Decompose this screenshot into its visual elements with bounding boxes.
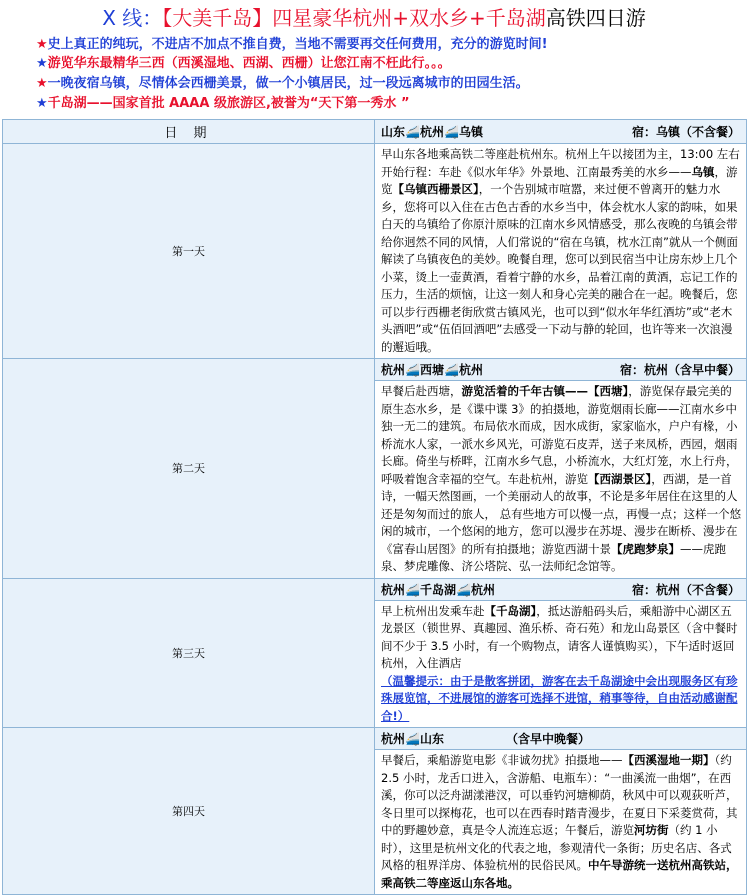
highlight-text: 千岛湖——国家首批 AAAA 级旅游区,被誉为“天下第一秀水 ” (47, 96, 410, 111)
description-text: 早餐后赴西塘， (381, 384, 462, 398)
highlight-3 (36, 75, 529, 93)
day-lodge: 宿：杭州（不含餐） (631, 582, 740, 597)
star-icon: ★ (36, 37, 48, 52)
description-text: ，西湖，是一首诗，一幅天然图画，一个美丽动人的故事，不论是多年居住在这里的人还是匆匆而过的旅人， 总有些地方可以慢一点，再慢一点；这样一个悠闲的城市，一个悠闲的地方，您可以漫步在苏堤、漫步在断桥、漫步在《富春山居图》的所有拍摄地；游览西湖十景 (381, 471, 742, 556)
table-row (3, 144, 747, 359)
notice-text: （温馨提示：由于是散客拼团，游客在去千岛湖途中会出现服务区有珍珠展览馆，不进展馆的游客可选择不进馆，稍事等待，自由活动感谢配合!） (381, 673, 738, 723)
highlight-text: 游览华东最精华三西（西溪湿地、西湖、西栅）让您江南不枉此行。。。 (47, 56, 451, 71)
day-route (375, 728, 747, 750)
title-suffix: 高铁四日游 (545, 6, 646, 30)
day-label: 第四天 (3, 728, 375, 895)
description-text: 早山东各地乘高铁二等座赴杭州东。杭州上午以接团为主，13:00 左右开始行程：车赴《似水年华》外景地、江南最秀美的水乡—— (381, 147, 740, 179)
description-text: （约 1 小时），这里是杭州文化的代表之地，参观清代一条街；历史名店、各式风格的租界洋房、体验杭州的民俗民风。 (381, 823, 732, 872)
page-title (0, 4, 748, 32)
highlight-text: 史上真正的纯玩，不进店不加点不推自费，当地不需要再交任何费用，充分的游览时间! (47, 37, 548, 52)
day-description (375, 600, 747, 728)
day-description (375, 144, 747, 359)
description-text: 早上杭州出发乘车赴 (381, 603, 485, 618)
table-row (3, 359, 747, 381)
description-text: ，一个告别城市喧嚣，来过便不曾离开的魅力水乡，您将可以入住在古色古香的水乡当中，体会枕水人家的韵味，如果白天的乌镇给了你原汁原味的江南水乡风情感受，那么夜晚的乌镇会带给你迥然不同的风情，人们常说的“宿在乌镇，枕水江南”就从一个侧面解读了乌镇夜色的美妙。晚餐自理，您可以到民宿当中让房东炒上几个小菜，烫上一壶黄酒，看着宁静的水乡，品着江南的黄酒，忘记工作的压力，生活的烦恼，让这一刻人和身心完美的融合在一起。晚餐后，您可以步行西栅老街欣赏古镇风光，也可以到“似水年华红酒坊”或“老木头酒吧”或“伍佰回酒吧”去感受一下动与静的轮回，也许等来一次浪漫的邂逅哦。 (381, 182, 738, 354)
highlight-phrase: 游览活着的千年古镇——【西塘】 (461, 384, 629, 398)
star-icon: ★ (36, 76, 48, 91)
title-prefix: X 线： (102, 6, 163, 30)
highlight-text: 一晚夜宿乌镇，尽情体会西栅美景，做一个小镇居民，过一段远离城市的田园生活。 (47, 76, 529, 91)
day-description (375, 381, 747, 579)
description-text: 早餐后，乘船游览电影《非诚勿扰》拍摄地—— (381, 753, 623, 767)
header-lodge: 宿：乌镇（不含餐） (631, 125, 740, 139)
highlight-phrase: 【千岛湖】 (484, 603, 537, 618)
description-text: （约 2.5 小时，龙舌口进入，含游船、电瓶车）：“一曲溪流一曲烟”，在西溪，你可以泛舟湖漾港汊，可以垂钓河塘柳荫，秋风中可以观荻听芦，冬日里可以探梅花，也可以在西春时踏青漫步，在夏日下采菱赏荷，其中的野趣妙意，真是令人流连忘返；午餐后，游览 (381, 753, 738, 837)
title-route: 四星豪华杭州+双水乡+千岛湖 (272, 6, 546, 30)
table-header-row (3, 120, 747, 144)
header-route-end: 乌镇 (458, 125, 483, 139)
highlight-phrase: 河坊街 (634, 823, 669, 837)
star-icon: ★ (36, 56, 48, 71)
train-icon: 🚄 (405, 363, 420, 377)
route-from: 杭州 (381, 582, 406, 597)
highlight-phrase: 【西湖景区】 (588, 471, 652, 486)
day-route (375, 359, 747, 381)
day-description-text (381, 604, 738, 671)
route-end: 杭州 (470, 582, 495, 597)
train-icon: 🚄 (405, 732, 420, 746)
day-label: 第一天 (3, 144, 375, 359)
day-route (375, 578, 747, 600)
table-row (3, 728, 747, 750)
header-date: 日 期 (3, 120, 375, 144)
route-from: 杭州 (381, 363, 406, 377)
highlight-2 (36, 55, 451, 73)
description-text: ，抵达游船码头后，乘船游中心湖区五龙景区（锁世界、真趣园、渔乐桥、奇石苑）和龙山岛景区（含中餐时间不少于 3.5 小时，有一个购物点，请客人谨慎购买），下午适时返回杭州，入住酒店 (381, 603, 738, 670)
day-label: 第二天 (3, 359, 375, 579)
highlight-1 (36, 36, 548, 54)
description-text: ——虎跑泉、梦虎雕像、济公塔院、弘一法师纪念馆等。 (381, 541, 726, 573)
day-description (375, 750, 747, 895)
train-icon: 🚄 (405, 582, 420, 597)
header-route-cell (375, 120, 747, 144)
train-icon: 🚄 (443, 125, 459, 139)
header-route: 山东 (381, 125, 406, 139)
route-mid: 西塘 (419, 363, 444, 377)
train-icon: 🚄 (443, 363, 459, 377)
star-icon: ★ (36, 96, 48, 111)
route-from: 杭州 (381, 732, 406, 746)
route-mid: 千岛湖 (419, 582, 456, 597)
description-text: ，游览 (381, 164, 738, 196)
route-end: 杭州 (458, 363, 483, 377)
title-brand: 【大美千岛】 (162, 6, 273, 30)
day-lodge: （含早中晚餐） (505, 732, 590, 746)
train-icon: 🚄 (405, 125, 420, 139)
description-text: ，游览保存最完美的原生态水乡，是《谍中谍 3》的拍摄地，游览烟雨长廊——江南水乡中独一无二的建筑。布局依水而成，因水成街，家家临水，户户有椽，小桥流水人家，一派水乡风光，可游览石皮弄，送子来凤桥，西园，烟雨长廊。倚坐与桥畔，江南水乡气息，小桥流水，大红灯笼，水上行舟，呼吸着饱含幸福的空气。车赴杭州，游览 (381, 384, 738, 486)
header-route-rest: 杭州 (419, 125, 444, 139)
highlight-phrase: 【虎跑梦泉】 (611, 541, 680, 556)
table-row (3, 578, 747, 600)
highlight-phrase: 乌镇 (691, 164, 715, 179)
highlight-phrase: 【乌镇西栅景区】 (392, 182, 479, 196)
route-mid: 山东 (419, 732, 444, 746)
highlight-4 (36, 95, 410, 113)
itinerary-table (2, 119, 747, 895)
highlight-phrase: 中午导游统一送杭州高铁站，乘高铁二等座返山东各地。 (381, 858, 738, 890)
highlight-phrase: 【西溪湿地一期】 (622, 753, 715, 767)
day-lodge: 宿：杭州（含早中餐） (619, 363, 740, 377)
day-label: 第三天 (3, 578, 375, 728)
train-icon: 🚄 (455, 582, 471, 597)
